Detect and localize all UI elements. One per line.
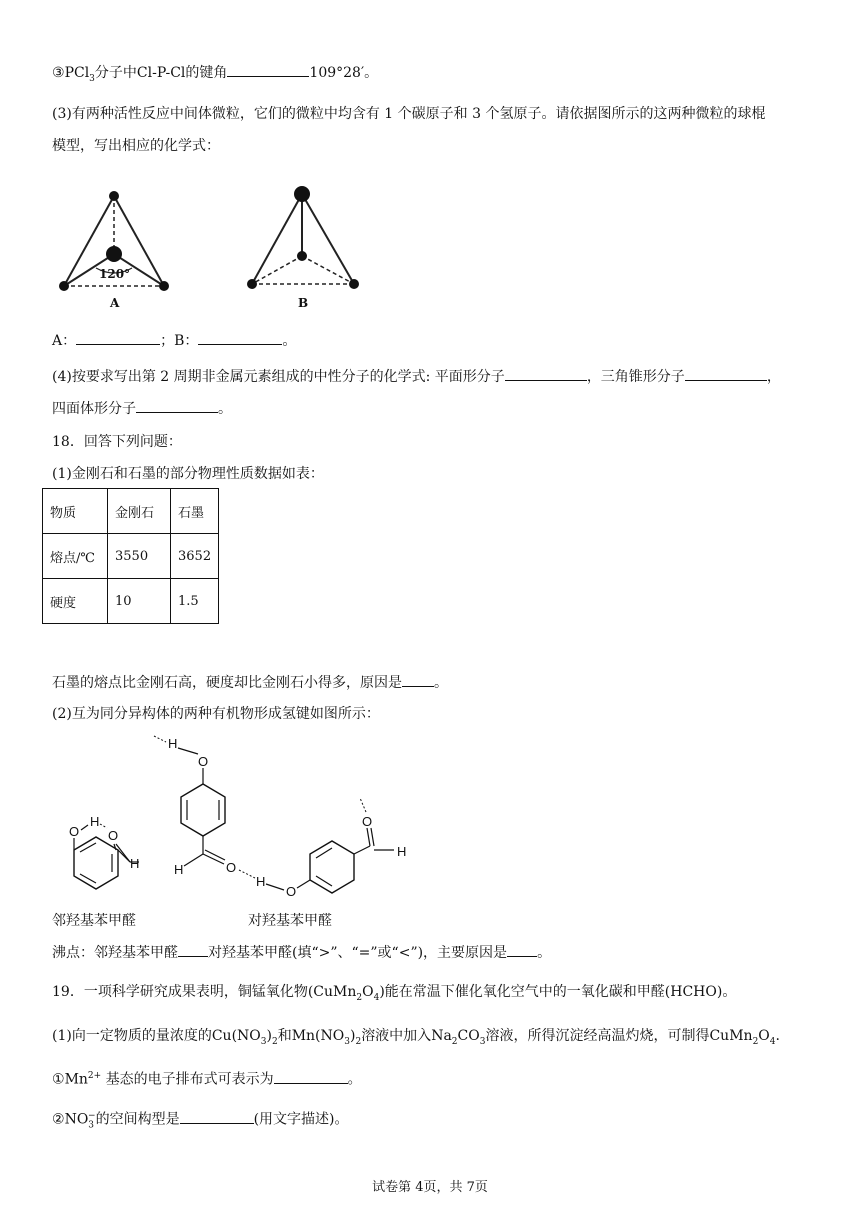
atom-O: O [286,884,297,899]
table-row [43,579,219,624]
model-a-label: A [110,296,120,310]
answer-blank[interactable] [274,1069,348,1084]
table-cell: 石墨 [171,489,219,534]
answer-blank-tetrahedral[interactable] [136,398,218,413]
answer-blank[interactable] [180,1109,254,1124]
atom-H: H [130,856,140,871]
atom-O: O [69,824,80,839]
atom-H: H [397,844,407,859]
answer-blank[interactable] [227,62,309,77]
q19-part1: (1)向一定物质的量浓度的$Cu(NO_3)_2$和$Mn(NO_3)_2$溶液中加入$Na_2CO_3$溶液，所得沉淀经高温灼烧，可制得$CuMn_2O_4$. [52,1028,780,1047]
ortho-name: 邻羟基苯甲醛 [52,913,136,929]
q17-part3-answer-line: A： ；B： 。 [52,330,296,351]
ball-stick-model-b [240,180,370,296]
atom-H: H [256,874,266,889]
answer-blank-pyramidal[interactable] [685,366,767,381]
q17-part3-line1: (3)有两种活性反应中间体微粒，它们的微粒中均含有 1 个碳原子和 3 个氢原子。请依据图所示的这两种微粒的球棍 [52,106,766,122]
q17-part4-line1: (4)按要求写出第 2 周期非金属元素组成的中性分子的化学式: 平面形分子 ，三角锥形分子 ， [52,366,781,387]
atom-O: O [198,754,209,769]
table-cell: 物质 [43,489,108,534]
atom-O: O [362,814,373,829]
table-cell: 10 [108,579,171,624]
table-row [43,534,219,579]
answer-blank[interactable] [402,672,434,687]
q18-part2-intro: (2)互为同分异构体的两种有机物形成氢键如图所示： [52,706,380,722]
q17-part4-line2: 四面体形分子 。 [52,398,232,419]
q19-heading: 19．一项科学研究成果表明，铜锰氧化物$(CuMn_2O_4)$能在常温下催化氧化空气中的一氧化碳和甲醛(HCHO)。 [52,984,737,1003]
table-cell: 1.5 [171,579,219,624]
table-cell: 3550 [108,534,171,579]
model-a-angle: 120° [99,267,131,281]
q18-heading: 18．回答下列问题： [52,434,182,450]
q17-part3-line2: 模型，写出相应的化学式： [52,138,220,154]
atom-O: O [226,860,237,875]
answer-blank-b[interactable] [198,330,282,345]
q17-item3-line: ③PCl$_3$分子中Cl-P-Cl的键角 109°28′。 [52,62,378,89]
hydrogen-bond-structures [44,730,434,908]
atom-H: H [90,814,100,829]
q19-item2: $②NO_3^-$的空间构型是 (用文字描述)。 [52,1106,349,1135]
q19-item1: $①Mn^{2+}$ 基态的电子排布式可表示为 。 [52,1066,362,1090]
q18-part1-question: 石墨的熔点比金刚石高，硬度却比金刚石小得多，原因是 。 [52,672,448,693]
answer-blank-a[interactable] [76,330,160,345]
page-footer: 试卷第 4页，共 7页 [372,1180,488,1195]
model-b-label: B [298,296,309,310]
table-cell: 3652 [171,534,219,579]
answer-blank[interactable] [178,942,208,957]
atom-H: H [168,736,178,751]
table-cell: 硬度 [43,579,108,624]
table-cell: 金刚石 [108,489,171,534]
answer-blank-planar[interactable] [505,366,587,381]
answer-blank[interactable] [507,942,537,957]
para-name: 对羟基苯甲醛 [248,913,332,929]
q18-part1-intro: (1)金刚石和石墨的部分物理性质数据如表： [52,466,324,482]
atom-H: H [174,862,184,877]
q18-part2-question: 沸点：邻羟基苯甲醛 对羟基苯甲醛(填“>”、“=”或“<”)，主要原因是 。 [52,942,551,963]
table-header-row [43,489,219,534]
ball-stick-model-a [52,182,180,314]
atom-O: O [108,828,119,843]
table-cell: 熔点/℃ [43,534,108,579]
properties-table [42,488,219,624]
